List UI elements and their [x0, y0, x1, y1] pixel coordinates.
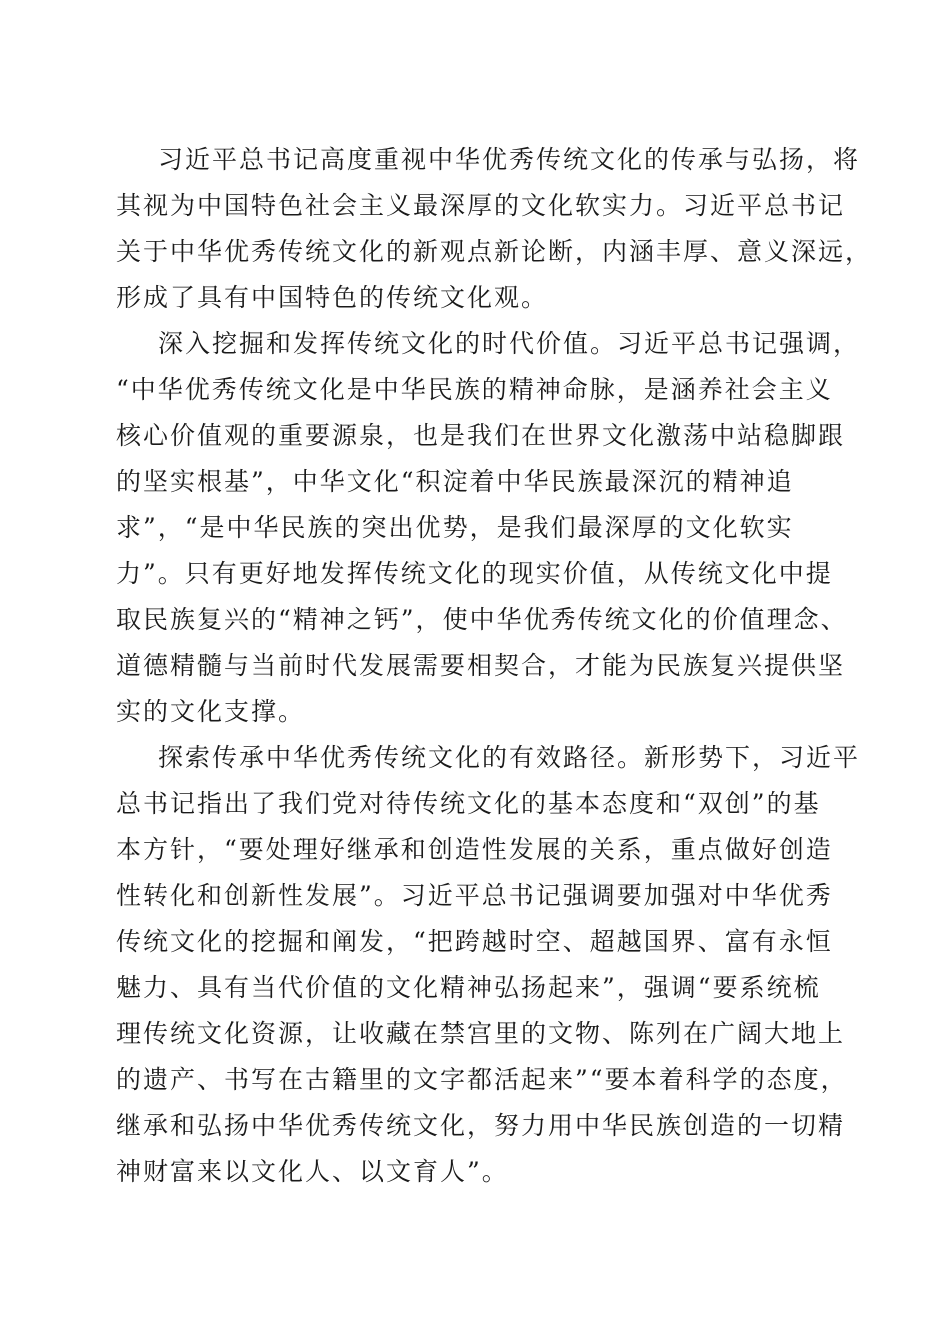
paragraph-line: 传统文化的挖掘和阐发，“把跨越时空、超越国界、富有永恒 — [116, 927, 833, 956]
paragraph-line: 实的文化支撑。 — [116, 697, 306, 726]
paragraph-line: 总书记指出了我们党对待传统文化的基本态度和“双创”的基 — [116, 789, 821, 818]
paragraph-line: 求”，“是中华民族的突出优势，是我们最深厚的文化软实 — [116, 513, 794, 542]
paragraph-line: 核心价值观的重要源泉，也是我们在世界文化激荡中站稳脚跟 — [116, 421, 846, 450]
paragraph-line: 形成了具有中国特色的传统文化观。 — [116, 283, 549, 312]
paragraph-line: 本方针，“要处理好继承和创造性发展的关系，重点做好创造 — [116, 835, 833, 864]
paragraph-line: 探索传承中华优秀传统文化的有效路径。新形势下，习近平 — [158, 743, 861, 772]
paragraph-line: 的遗产、书写在古籍里的文字都活起来”“要本着科学的态度， — [116, 1065, 848, 1094]
paragraph-line: 继承和弘扬中华优秀传统文化，努力用中华民族创造的一切精 — [116, 1111, 846, 1140]
paragraph — [116, 321, 861, 735]
paragraph-line: 深入挖掘和发挥传统文化的时代价值。习近平总书记强调， — [158, 329, 861, 358]
paragraph — [116, 137, 873, 321]
paragraph-line: 习近平总书记高度重视中华优秀传统文化的传承与弘扬，将 — [158, 145, 861, 174]
paragraph-line: 力”。只有更好地发挥传统文化的现实价值，从传统文化中提 — [116, 559, 833, 588]
document-body — [116, 137, 873, 1195]
paragraph-line: 关于中华优秀传统文化的新观点新论断，内涵丰厚、意义深远， — [116, 237, 873, 266]
paragraph-line: 取民族复兴的“精神之钙”，使中华优秀传统文化的价值理念、 — [116, 605, 848, 634]
paragraph — [116, 735, 861, 1195]
paragraph-line: 性转化和创新性发展”。习近平总书记强调要加强对中华优秀 — [116, 881, 833, 910]
paragraph-line: 道德精髓与当前时代发展需要相契合，才能为民族复兴提供坚 — [116, 651, 846, 680]
paragraph-line: “中华优秀传统文化是中华民族的精神命脉，是涵养社会主义 — [116, 375, 833, 404]
paragraph-line: 魅力、具有当代价值的文化精神弘扬起来”，强调“要系统梳 — [116, 973, 821, 1002]
paragraph-line: 神财富来以文化人、以文育人”。 — [116, 1157, 509, 1186]
paragraph-line: 的坚实根基”，中华文化“积淀着中华民族最深沉的精神追 — [116, 467, 794, 496]
paragraph-line: 其视为中国特色社会主义最深厚的文化软实力。习近平总书记 — [116, 191, 846, 220]
paragraph-line: 理传统文化资源，让收藏在禁宫里的文物、陈列在广阔大地上 — [116, 1019, 846, 1048]
